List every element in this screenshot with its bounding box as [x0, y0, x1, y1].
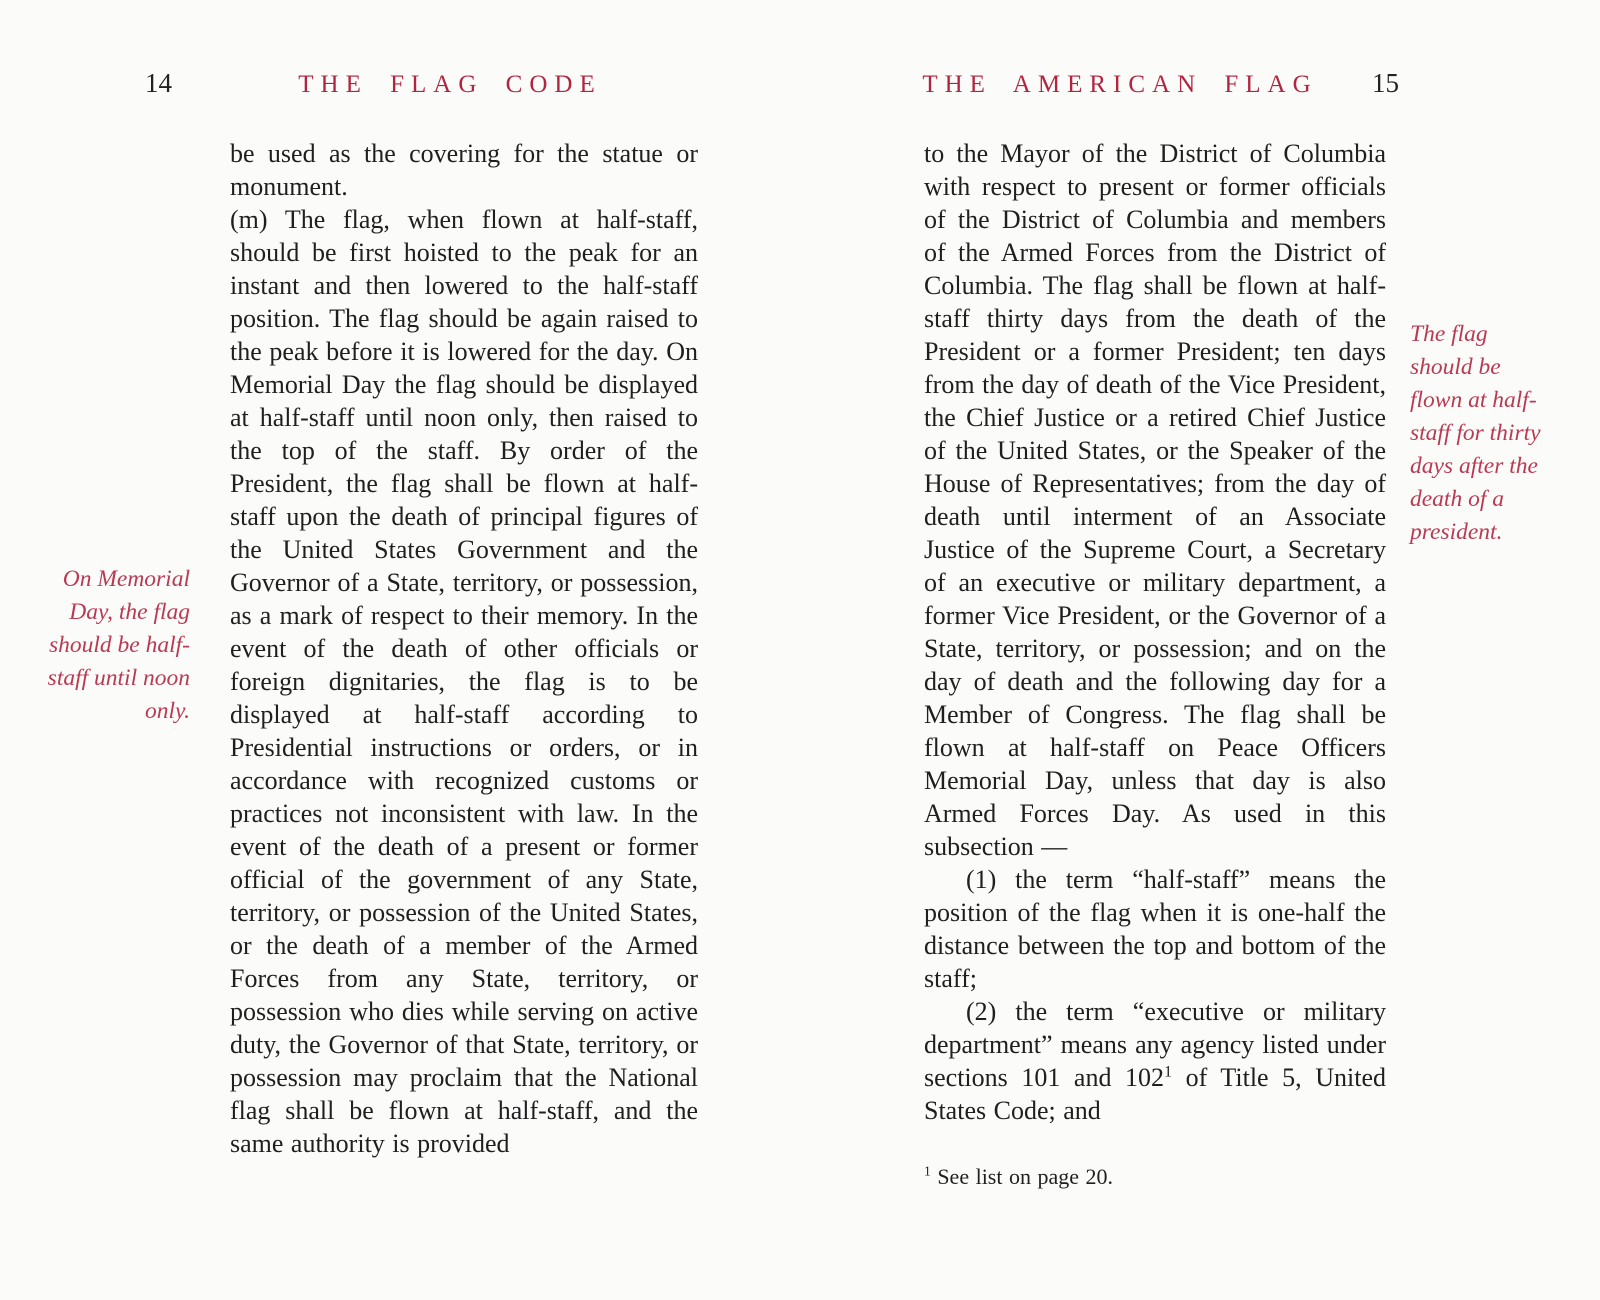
paragraph-subsection-m: (m) The flag, when flown at half-staff, should be first hoisted to the peak for an instant and then lowered to the half-staff position. The flag should be again raised to the peak before it is lowered for the day. On Memorial Day the flag should be displayed at half-staff until noon only, then raised to the top of the staff. By order of the President, the flag shall be flown at half-staff upon the death of principal figures of the United States Government and the Governor of a State, territory, or possession, as a mark of respect to their memory. In the event of the death of other officials or foreign dignitaries, the flag is to be displayed at half-staff according to Presidential instructions or orders, or in accordance with recognized customs or practices not inconsistent with law. In the event of the death of a present or former official of the government of any State, territory, or possession of the United States, or the death of a member of the Armed Forces from any State, territory, or possession who dies while serving on active duty, the Governor of that State, territory, or possession may proclaim that the National flag shall be flown at half-staff, and the same authority is provided — [230, 205, 698, 1158]
paragraph-definition-2 — [924, 995, 1386, 1127]
margin-note-left: On Memorial Day, the flag should be half-staff until noon only. — [47, 566, 190, 724]
footnote-marker: 1 — [924, 1163, 931, 1179]
body-text-right — [924, 137, 1386, 1191]
margin-note-right: The flag should be flown at half-staff for thirty days after the death of a president. — [1410, 321, 1541, 545]
paragraph-definition-1: (1) the term “half-staff” means the position of the flag when it is one-half the distance between the top and bottom of the staff; — [924, 865, 1386, 993]
body-text-left — [230, 137, 698, 1160]
page-number-right: 15 — [1372, 68, 1399, 98]
page-number-left: 14 — [145, 68, 172, 98]
running-head-left: THE FLAG CODE — [298, 71, 602, 98]
footnote — [924, 1163, 1386, 1191]
paragraph-statue: be used as the covering for the statue or monument. — [230, 139, 698, 201]
footnote-reference: 1 — [1164, 1063, 1173, 1081]
definition-2-text-cont: of Title 5, United States Code; and — [924, 1063, 1386, 1125]
definition-2-text: (2) the term “executive or military department” means any agency listed under sections 101 and 102 — [924, 997, 1386, 1092]
running-head-right: THE AMERICAN FLAG — [922, 71, 1318, 98]
footnote-text: See list on page 20. — [930, 1164, 1114, 1189]
paragraph-half-staff-rules: to the Mayor of the District of Columbia with respect to present or former officials of the District of Columbia and members of the Armed Forces from the District of Columbia. The flag shall be flown at half-staff thirty days from the death of the President or a former President; ten days from the day of death of the Vice President, the Chief Justice or a retired Chief Justice of the United States, or the Speaker of the House of Representatives; from the day of death until interment of an Associate Justice of the Supreme Court, a Secretary of an executive or military department, a former Vice President, or the Governor of a State, territory, or possession; and on the day of death and the following day for a Member of Congress. The flag shall be flown at half-staff on Peace Officers Memorial Day, unless that day is also Armed Forces Day. As used in this subsection — — [924, 139, 1386, 861]
